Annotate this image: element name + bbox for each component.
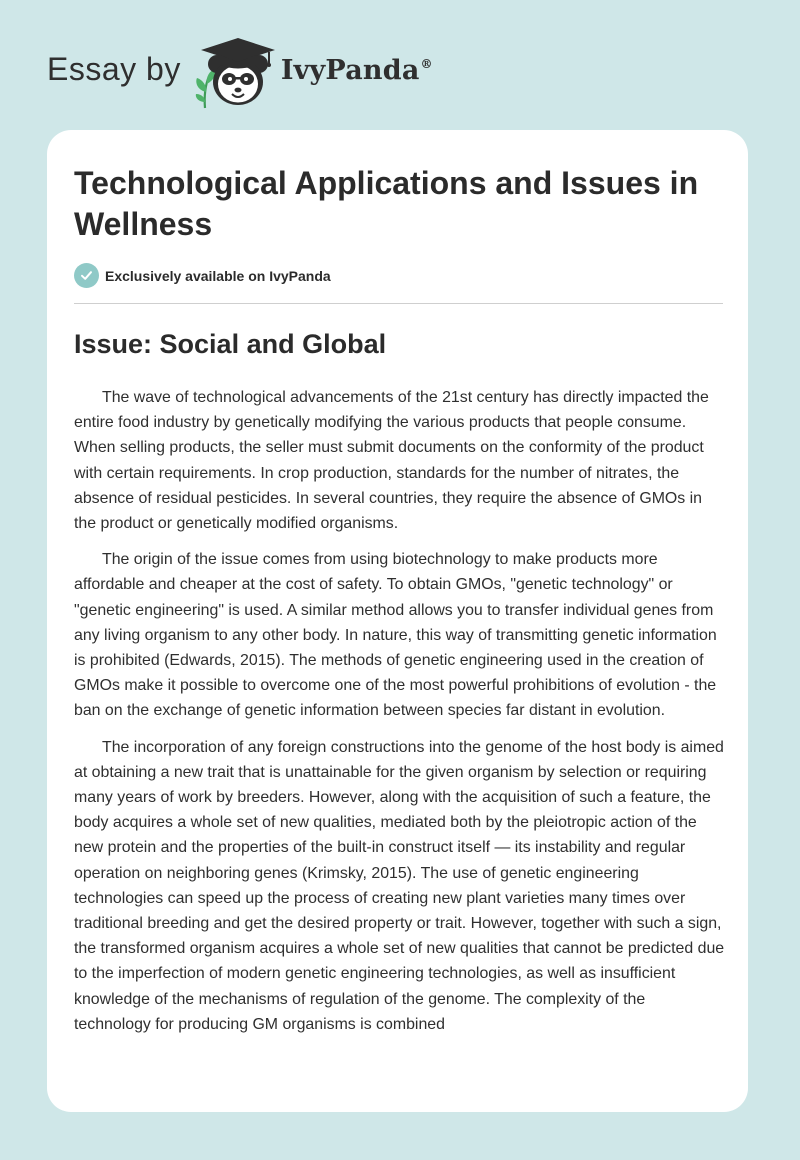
section-heading: Issue: Social and Global <box>74 329 387 359</box>
essay-by-label: Essay by <box>47 50 181 87</box>
brand-name-text: IvyPanda <box>280 54 420 86</box>
leaf-icon <box>196 69 216 108</box>
essay-body <box>74 385 726 1048</box>
paragraph: The wave of technological advancements of the 21st century has directly impacted the entire food industry by genetically modifying the various products that people consume. When selling products, the seller must submit documents on the conformity of the product with certain requirements. In crop production, standards for the number of nitrates, the absence of residual pesticides. In several countries, they require the absence of GMOs in the product or genetically modified organisms. <box>74 389 709 533</box>
essay-card <box>47 130 748 1112</box>
exclusive-label: Exclusively available on IvyPanda <box>105 267 331 284</box>
site-header <box>47 34 433 110</box>
exclusive-badge <box>74 263 331 288</box>
paragraph: The incorporation of any foreign constructions into the genome of the host body is aimed at obtaining a new trait that is unattainable for the given organism by selection or requiring many years of work by breeders. However, along with the acquisition of such a feature, the body acquires a whole set of new qualities, mediated both by the pleiotropic action of the new protein and the properties of the built-in construct itself — its instability and regular operation on neighboring genes (Krimsky, 2015). The use of genetic engineering technologies can speed up the process of creating new plant varieties many times over traditional breeding and get the desired property or trait. However, together with such a sign, the transformed organism acquires a whole set of new qualities that cannot be predicted due to the imperfection of modern genetic engineering technologies, as well as insufficient knowledge of the mechanisms of regulation of the genome. The complexity of the technology for producing GM organisms is combined <box>74 738 725 1033</box>
essay-title: Technological Applications and Issues in Wellness <box>74 165 699 242</box>
registered-mark: ® <box>420 56 433 71</box>
check-icon <box>74 263 99 288</box>
divider <box>74 303 723 304</box>
brand-name[interactable] <box>281 55 433 86</box>
panda-graduate-icon[interactable] <box>193 34 277 110</box>
paragraph: The origin of the issue comes from using biotechnology to make products more affordable and cheaper at the cost of safety. To obtain GMOs, "genetic technology" or "genetic engineering" is used. A similar method allows you to transfer individual genes from any living organism to any other body. In nature, this way of transmitting genetic information is prohibited (Edwards, 2015). The methods of genetic engineering used in the creation of GMOs make it possible to overcome one of the most powerful prohibitions of evolution - the ban on the exchange of genetic information between species far distant in evolution. <box>74 551 717 720</box>
